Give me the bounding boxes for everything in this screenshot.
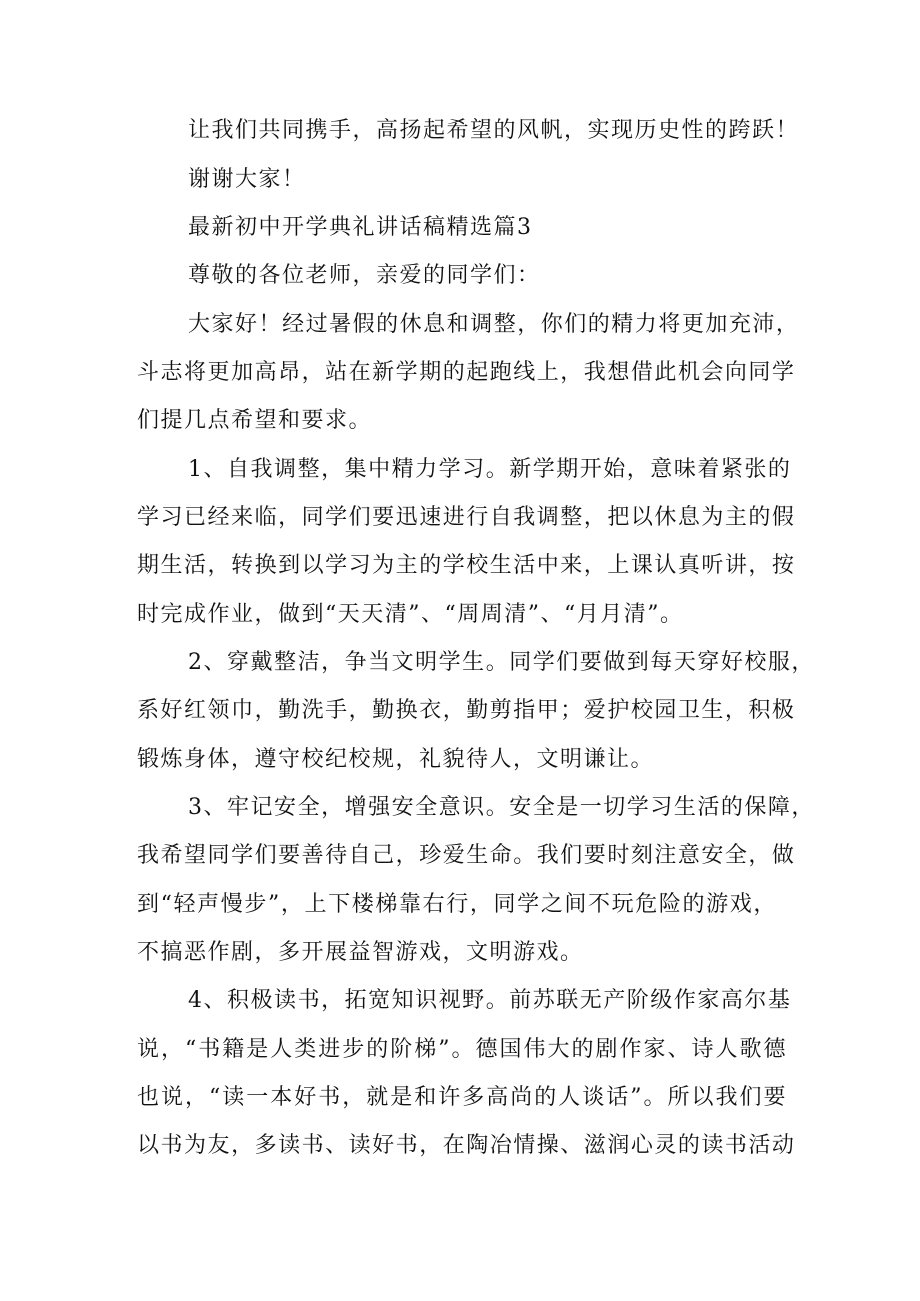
paragraph-line: 学 习 已 经 来 临 ， 同 学 们 要 迅 速 进 行 自 我 调 整 ， 把 以 休 息 为 主 的 假	[137, 505, 796, 530]
paragraph-line: 锻炼身体，遵守校纪校规，礼貌待人，文明谦让。	[137, 747, 655, 772]
salutation: 尊敬的各位老师，亲爱的同学们：	[188, 263, 541, 288]
paragraph-line: 大 家 好 ！ 经 过 暑 假 的 休 息 和 调 整 ， 你 们 的 精 力 将 更 加 充 沛 ，	[188, 312, 800, 337]
paragraph-line: 以 书 为 友 ， 多 读 书 、 读 好 书 ， 在 陶 冶 情 操 、 滋 润 心 灵 的 读 书 活 动	[137, 1133, 796, 1158]
paragraph-line: 系 好 红 领 巾 ， 勤 洗 手 ， 勤 换 衣 ， 勤 剪 指 甲 ； 爱 护 校 园 卫 生 ， 积 极	[137, 698, 796, 723]
section-title: 最新初中开学典礼讲话稿精选篇3	[188, 215, 533, 240]
paragraph-line: 4 、 积 极 读 书 ， 拓 宽 知 识 视 野 。 前 苏 联 无 产 阶 级 作 家 高 尔 基	[188, 988, 792, 1013]
paragraph-line: 时完成作业，做到“天天清”、“周周清”、“月月清”。	[137, 602, 684, 627]
paragraph-line: 说 ， “ 书 籍 是 人 类 进 步 的 阶 梯 ” 。 德 国 伟 大 的 剧 作 家 、 诗 人 歌 德	[137, 1037, 787, 1062]
paragraph-line: 期 生 活 ， 转 换 到 以 学 习 为 主 的 学 校 生 活 中 来 ， 上 课 认 真 听 讲 ， 按	[137, 553, 796, 578]
thanks-line: 谢谢大家！	[188, 167, 306, 192]
paragraph-line: 到 “ 轻 声 慢 步 ” ， 上 下 楼 梯 靠 右 行 ， 同 学 之 间 不 玩 危 险 的 游 戏 ，	[137, 892, 777, 917]
paragraph-line: 斗 志 将 更 加 高 昂 ， 站 在 新 学 期 的 起 跑 线 上 ， 我 想 借 此 机 会 向 同 学	[137, 360, 796, 385]
paragraph-line: 1 、 自 我 调 整 ， 集 中 精 力 学 习 。 新 学 期 开 始 ， 意 味 着 紧 张 的	[188, 457, 792, 482]
paragraph-line: 也 说 ， “ 读 一 本 好 书 ， 就 是 和 许 多 高 尚 的 人 谈 话 ” 。 所 以 我 们 要	[137, 1085, 787, 1110]
paragraph-line: 不搞恶作剧，多开展益智游戏，文明游戏。	[137, 940, 584, 965]
closing-line: 让我们共同携手，高扬起希望的风帆，实现历史性的跨跃！	[188, 118, 800, 143]
paragraph-line: 我 希 望 同 学 们 要 善 待 自 己 ， 珍 爱 生 命 。 我 们 要 时 刻 注 意 安 全 ， 做	[137, 843, 796, 868]
paragraph-line: 们提几点希望和要求。	[137, 408, 373, 433]
paragraph-line: 2 、 穿 戴 整 洁 ， 争 当 文 明 学 生 。 同 学 们 要 做 到 每 天 穿 好 校 服 ，	[188, 650, 815, 675]
paragraph-line: 3 、 牢 记 安 全 ， 增 强 安 全 意 识 。 安 全 是 一 切 学 习 生 活 的 保 障 ，	[188, 795, 815, 820]
